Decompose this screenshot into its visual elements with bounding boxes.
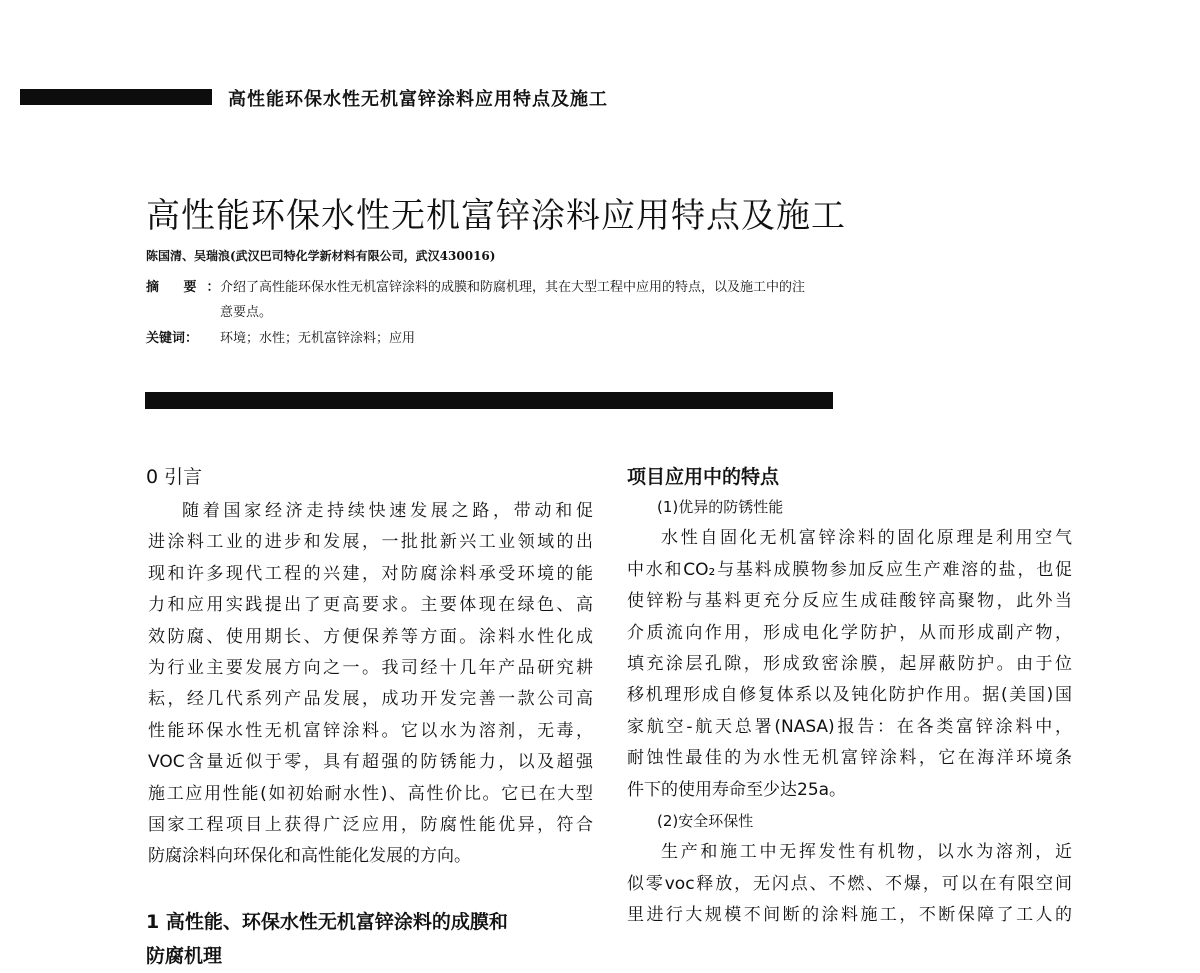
body-line: 防腐涂料向环保化和高性能化发展的方向。 bbox=[148, 846, 471, 867]
body-line: 填充涂层孔隙，形成致密涂膜，起屏蔽防护。由于位 bbox=[627, 654, 1072, 675]
keywords-text: 环境；水性；无机富锌涂料；应用 bbox=[220, 331, 416, 346]
body-line: 耐蚀性最佳的为水性无机富锌涂料，它在海洋环境条 bbox=[627, 748, 1072, 769]
item-2-label: (2)安全环保性 bbox=[657, 812, 754, 831]
body-line: 为行业主要发展方向之一。我司经十几年产品研究耕 bbox=[148, 658, 593, 679]
header-rule-bar bbox=[20, 89, 212, 105]
left-column-body bbox=[148, 496, 593, 873]
right-column-body bbox=[627, 492, 1072, 932]
body-line: 国家工程项目上获得广泛应用，防腐性能优异，符合 bbox=[148, 815, 593, 836]
body-line: 力和应用实践提出了更高要求。主要体现在绿色、高 bbox=[148, 595, 593, 616]
body-line: 移机理形成自修复体系以及钝化防护作用。据(美国)国 bbox=[627, 685, 1072, 706]
body-line: 生产和施工中无挥发性有机物，以水为溶剂，近 bbox=[661, 842, 1072, 863]
body-line: 现和许多现代工程的兴建，对防腐涂料承受环境的能 bbox=[148, 563, 593, 584]
running-header-title: 高性能环保水性无机富锌涂料应用特点及施工 bbox=[228, 89, 608, 110]
abstract-text-line-2: 意要点。 bbox=[220, 305, 273, 320]
article-title: 高性能环保水性无机富锌涂料应用特点及施工 bbox=[146, 196, 846, 236]
body-line: 介质流向作用，形成电化学防护，从而形成副产物， bbox=[627, 622, 1072, 643]
body-line: VOC含量近似于零，具有超强的防锈能力，以及超强 bbox=[148, 752, 593, 773]
body-line: 随着国家经济走持续快速发展之路，带动和促 bbox=[182, 501, 593, 521]
body-line: 水性自固化无机富锌涂料的固化原理是利用空气 bbox=[661, 528, 1072, 549]
abstract-label: 摘 要： bbox=[146, 280, 230, 295]
section-1-heading bbox=[146, 905, 508, 973]
body-line: 效防腐、使用期长、方便保养等方面。涂料水性化成 bbox=[148, 626, 593, 647]
body-line: 家航空-航天总署(NASA)报告：在各类富锌涂料中， bbox=[627, 716, 1072, 737]
item-1-label: (1)优异的防锈性能 bbox=[657, 498, 784, 516]
body-line: 施工应用性能(如初始耐水性)、高性价比。它已在大型 bbox=[148, 783, 593, 804]
body-line: 里进行大规模不间断的涂料施工，不断保障了工人的 bbox=[627, 905, 1072, 926]
section-0-heading: 0 引言 bbox=[146, 466, 203, 488]
body-line: 使锌粉与基料更充分反应生成硅酸锌高聚物，此外当 bbox=[627, 591, 1072, 612]
section-divider-bar bbox=[145, 392, 833, 409]
body-line: 耘，经几代系列产品发展，成功开发完善一款公司高 bbox=[148, 689, 593, 710]
body-line: 中水和CO₂与基料成膜物参加反应生产难溶的盐，也促 bbox=[627, 559, 1072, 580]
section-1-heading-line-1: 1 高性能、环保水性无机富锌涂料的成膜和 bbox=[146, 911, 508, 933]
section-1-heading-line-2: 防腐机理 bbox=[146, 945, 223, 967]
abstract-text-line-1: 介绍了高性能环保水性无机富锌涂料的成膜和防腐机理，其在大型工程中应用的特点，以及施工中的注 bbox=[220, 280, 806, 295]
keywords-label: 关键词： bbox=[146, 331, 199, 346]
article-authors: 陈国清、吴瑞浪(武汉巴司特化学新材料有限公司，武汉430016) bbox=[146, 249, 496, 263]
body-line: 似零voc释放，无闪点、不燃、不爆，可以在有限空间 bbox=[627, 873, 1072, 894]
body-line: 进涂料工业的进步和发展，一批批新兴工业领域的出 bbox=[148, 532, 593, 553]
body-line: 件下的使用寿命至少达25a。 bbox=[627, 779, 847, 800]
body-line: 性能环保水性无机富锌涂料。它以水为溶剂，无毒， bbox=[148, 720, 593, 741]
right-section-heading: 项目应用中的特点 bbox=[627, 466, 780, 488]
